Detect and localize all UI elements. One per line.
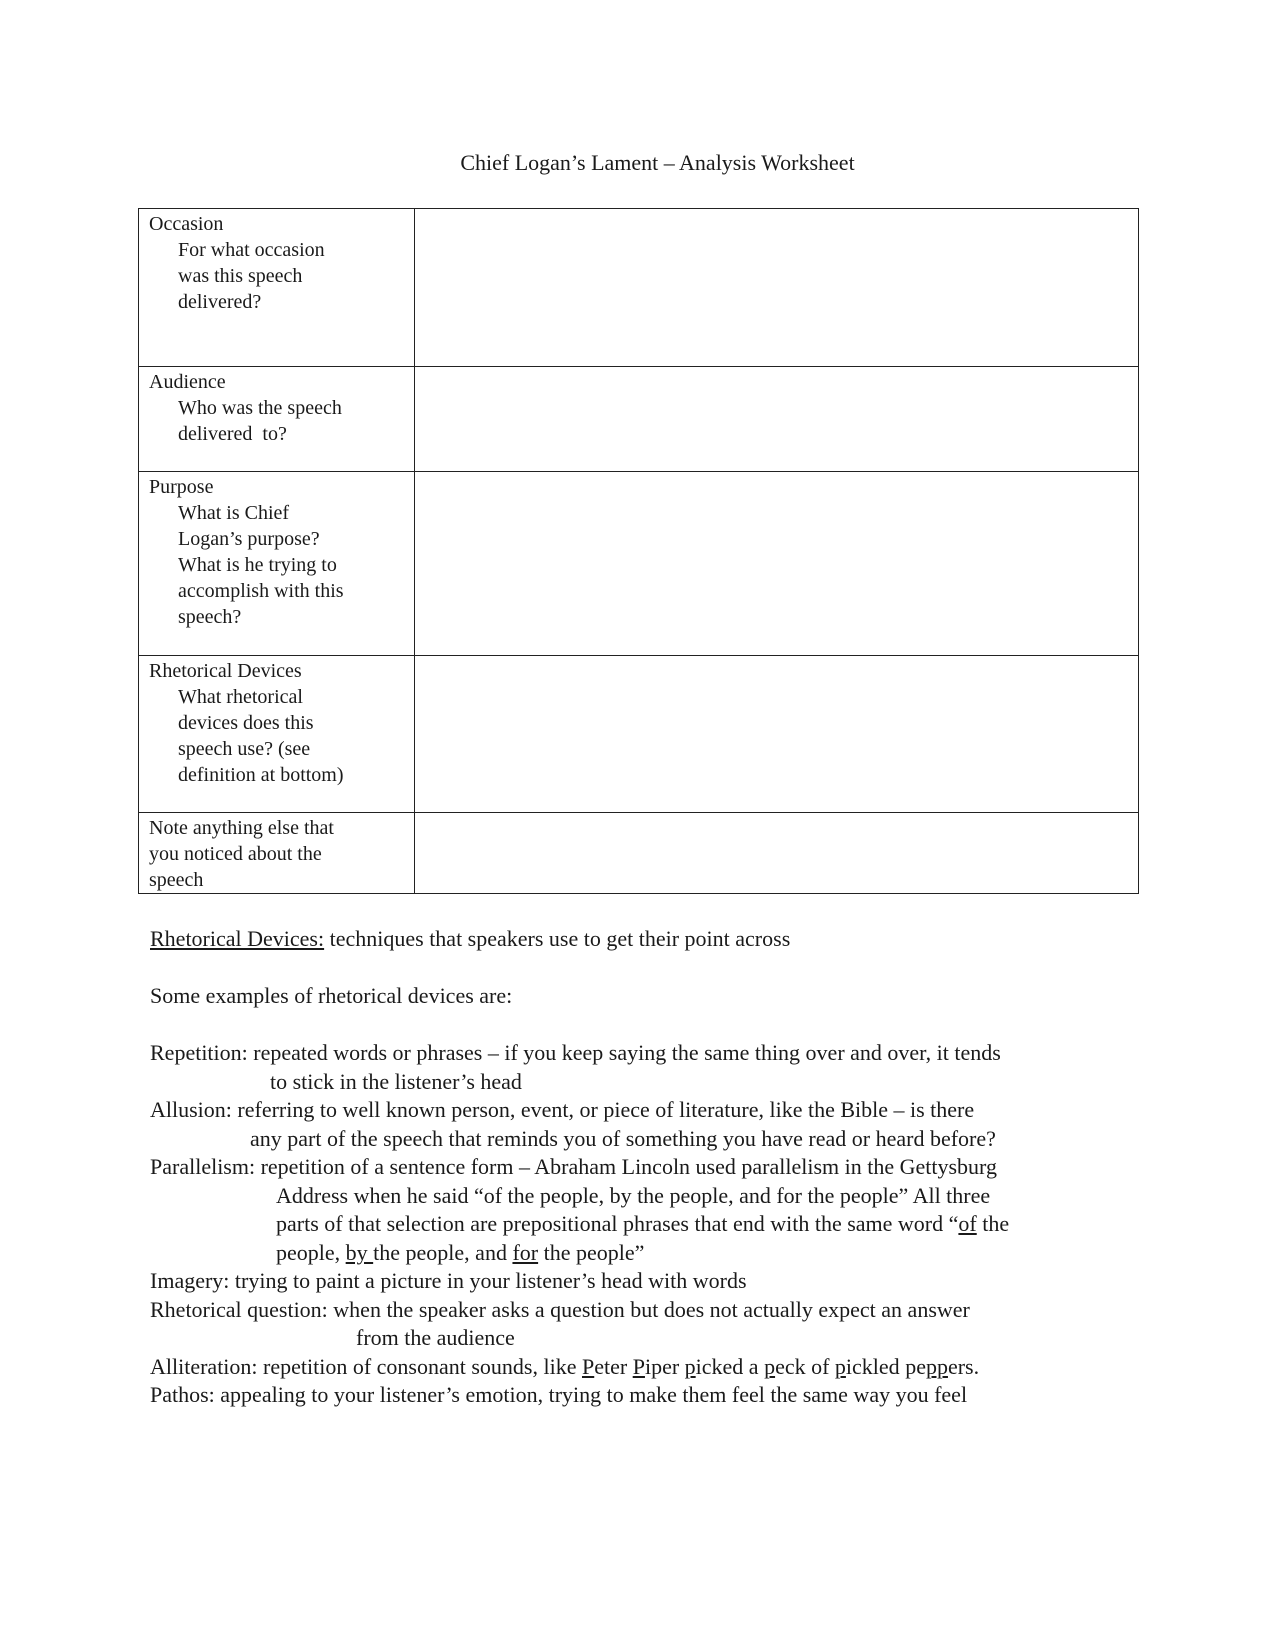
analysis-table xyxy=(138,208,1139,894)
text-segment: ers. xyxy=(947,1353,980,1379)
row-question-line: was this speech xyxy=(178,265,303,287)
definitions-section xyxy=(150,925,1140,1410)
table-row-audience xyxy=(139,367,1139,472)
text-segment: iper xyxy=(644,1353,685,1379)
underlined-letter: P xyxy=(632,1353,645,1379)
row-question-line: accomplish with this xyxy=(178,580,344,602)
row-heading: Rhetorical Devices xyxy=(149,660,302,682)
text-segment: eck of xyxy=(775,1353,835,1379)
underlined-word: by xyxy=(345,1239,374,1265)
page-title: Chief Logan’s Lament – Analysis Worksheet xyxy=(460,150,855,175)
text-segment: the xyxy=(976,1211,1010,1236)
definition-rhetorical-question-line: from the audience xyxy=(356,1325,515,1350)
definitions-heading xyxy=(150,925,1140,954)
underlined-letter: pp xyxy=(925,1353,948,1379)
row-question-line: speech use? (see xyxy=(178,738,311,760)
row-question-line: Logan’s purpose? xyxy=(178,528,320,550)
row-question-line: speech? xyxy=(178,606,242,628)
row-heading-line: you noticed about the xyxy=(149,843,322,865)
definitions-heading-text: techniques that speakers use to get their point across xyxy=(324,926,791,951)
underlined-letter: P xyxy=(581,1353,595,1379)
rhetorical-devices-answer-cell[interactable] xyxy=(415,656,1139,813)
underlined-word: for xyxy=(512,1239,539,1265)
underlined-letter: p xyxy=(834,1353,846,1379)
row-question-line: What rhetorical xyxy=(178,686,303,708)
table-row-occasion xyxy=(139,209,1139,367)
underlined-letter: p xyxy=(684,1353,696,1379)
row-heading-line: speech xyxy=(149,869,204,891)
text-segment: ickled xyxy=(845,1353,906,1379)
text-segment: pe xyxy=(905,1353,926,1379)
text-segment: people, xyxy=(276,1239,346,1265)
definition-repetition-line: to stick in the listener’s head xyxy=(270,1068,522,1094)
definition-alliteration-line xyxy=(150,1353,1140,1382)
row-heading-line: Note anything else that xyxy=(149,817,334,839)
occasion-label-cell xyxy=(139,209,415,367)
row-question-line: For what occasion xyxy=(178,239,325,261)
text-segment: eter xyxy=(594,1353,633,1379)
row-heading: Audience xyxy=(149,371,226,393)
notes-answer-cell[interactable] xyxy=(415,813,1139,894)
text-segment: the people, and xyxy=(373,1239,513,1265)
text-segment: Alliteration: repetition of consonant sounds, like xyxy=(150,1353,582,1379)
table-row-purpose xyxy=(139,472,1139,656)
definition-allusion-line: any part of the speech that reminds you of something you have read or heard before? xyxy=(250,1125,996,1151)
text-segment: parts of that selection are prepositional phrases that end with the same word “ xyxy=(276,1211,959,1236)
spacer xyxy=(150,954,1140,983)
definition-imagery-line: Imagery: trying to paint a picture in your listener’s head with words xyxy=(150,1268,747,1293)
row-question-line: delivered to? xyxy=(178,423,287,445)
definition-parallelism-line: Parallelism: repetition of a sentence form – Abraham Lincoln used parallelism in the Gettysburg xyxy=(150,1154,997,1179)
underlined-letter: p xyxy=(764,1353,776,1379)
definition-parallelism-line xyxy=(150,1239,1140,1268)
row-question-line: Who was the speech xyxy=(178,397,342,419)
definition-allusion-line: Allusion: referring to well known person, event, or piece of literature, like the Bible – is there xyxy=(150,1097,975,1122)
definition-parallelism-line xyxy=(150,1210,1140,1239)
spacer xyxy=(150,1011,1140,1040)
row-question-line: What is Chief xyxy=(178,502,290,524)
row-heading: Purpose xyxy=(149,476,214,498)
rhetorical-devices-label-cell xyxy=(139,656,415,813)
row-heading: Occasion xyxy=(149,213,224,235)
row-question-line: delivered? xyxy=(178,291,262,313)
purpose-label-cell xyxy=(139,472,415,656)
text-segment: icked a xyxy=(695,1353,765,1379)
definition-repetition-line: Repetition: repeated words or phrases – if you keep saying the same thing over and over, it tends xyxy=(150,1040,1001,1065)
text-segment: the people” xyxy=(538,1239,645,1265)
notes-label-cell xyxy=(139,813,415,894)
definition-parallelism-line: Address when he said “of the people, by the people, and for the people” All three xyxy=(276,1182,991,1208)
row-question-line: What is he trying to xyxy=(178,554,337,576)
definition-rhetorical-question-line: Rhetorical question: when the speaker asks a question but does not actually expect an answer xyxy=(150,1296,970,1322)
audience-label-cell xyxy=(139,367,415,472)
definitions-intro: Some examples of rhetorical devices are: xyxy=(150,983,513,1008)
definition-pathos-line: Pathos: appealing to your listener’s emotion, trying to make them feel the same way you feel xyxy=(150,1382,968,1407)
definitions-heading-term: Rhetorical Devices: xyxy=(150,926,325,951)
table-row-rhetorical-devices xyxy=(139,656,1139,813)
purpose-answer-cell[interactable] xyxy=(415,472,1139,656)
occasion-answer-cell[interactable] xyxy=(415,209,1139,367)
row-question-line: devices does this xyxy=(178,712,314,734)
audience-answer-cell[interactable] xyxy=(415,367,1139,472)
underlined-word: of xyxy=(958,1211,977,1236)
row-question-line: definition at bottom) xyxy=(178,764,344,786)
table-row-notes xyxy=(139,813,1139,894)
